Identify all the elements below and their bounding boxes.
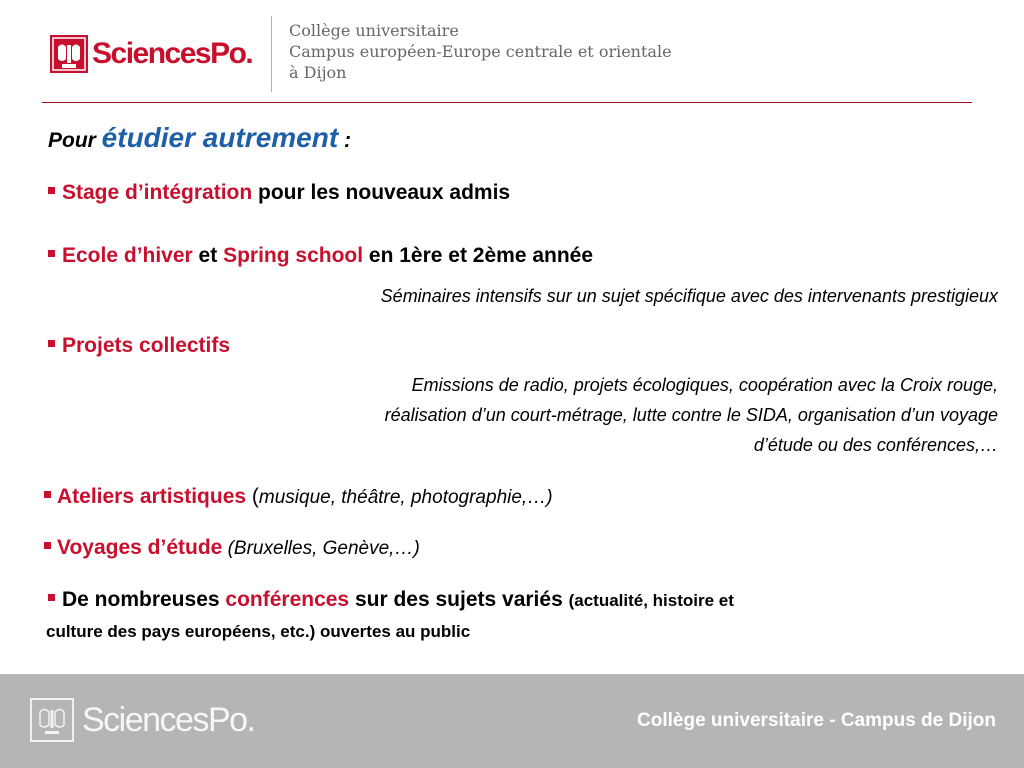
projets-description-line: réalisation d’un court-métrage, lutte contre le SIDA, organisation d’un voyage <box>384 405 998 425</box>
college-line: Collège universitaire <box>289 21 459 40</box>
crest-icon <box>50 35 88 73</box>
projets-description-line: d’étude ou des conférences,… <box>753 435 998 455</box>
bullet-icon <box>48 594 55 601</box>
intro-suffix: : <box>338 129 351 152</box>
logo-text: SciencesPo. <box>92 37 253 70</box>
intro-prefix: Pour <box>48 129 102 152</box>
intro-heading <box>48 122 351 154</box>
college-name <box>289 20 672 83</box>
footer-logo[interactable] <box>30 698 255 742</box>
conferences-detail-line2: culture des pays européens, etc.) ouvertes au public <box>46 622 471 641</box>
footer-logo-text: SciencesPo. <box>82 700 255 739</box>
bullet-icon <box>44 542 51 549</box>
ateliers-detail: musique, théâtre, photographie,…) <box>258 487 553 508</box>
footer <box>0 674 1024 768</box>
item-stage <box>48 181 510 205</box>
item-ecole <box>48 244 593 268</box>
conferences-pre: De nombreuses <box>62 588 226 611</box>
footer-title: Collège universitaire - Campus de Dijon <box>637 710 996 731</box>
header-divider <box>271 16 272 92</box>
intro-emphasis: étudier autrement <box>101 122 339 153</box>
ateliers-paren: ( <box>246 485 259 508</box>
projets-description-line: Emissions de radio, projets écologiques, coopération avec la Croix rouge, <box>411 375 998 395</box>
conferences-post: sur des sujets variés <box>349 588 569 611</box>
ecole-highlight: Ecole d’hiver <box>62 244 193 267</box>
college-line: à Dijon <box>289 63 347 82</box>
ecole-description: Séminaires intensifs sur un sujet spécifique avec des intervenants prestigieux <box>380 286 998 306</box>
bullet-icon <box>44 491 51 498</box>
stage-highlight: Stage d’intégration <box>62 181 253 204</box>
stage-text: pour les nouveaux admis <box>252 181 511 204</box>
bullet-icon <box>48 250 55 257</box>
item-voyages <box>44 536 420 560</box>
voyages-detail: (Bruxelles, Genève,…) <box>222 538 420 559</box>
item-ateliers <box>44 485 553 509</box>
conferences-highlight: conférences <box>225 588 350 611</box>
ecole-text: en 1ère et 2ème année <box>363 244 594 267</box>
item-projets <box>48 334 230 358</box>
sciencespo-logo[interactable] <box>50 34 252 74</box>
crest-icon <box>30 698 74 742</box>
ecole-connector: et <box>192 244 224 267</box>
bullet-icon <box>48 187 55 194</box>
projets-highlight: Projets collectifs <box>62 334 231 357</box>
college-line: Campus européen-Europe centrale et orientale <box>289 42 672 61</box>
header <box>0 0 1024 104</box>
voyages-highlight: Voyages d’étude <box>57 536 223 559</box>
spring-highlight: Spring school <box>223 244 364 267</box>
item-conferences <box>48 588 734 612</box>
conferences-detail: (actualité, histoire et <box>568 591 734 610</box>
ateliers-highlight: Ateliers artistiques <box>57 485 247 508</box>
bullet-icon <box>48 340 55 347</box>
header-rule <box>42 102 972 103</box>
